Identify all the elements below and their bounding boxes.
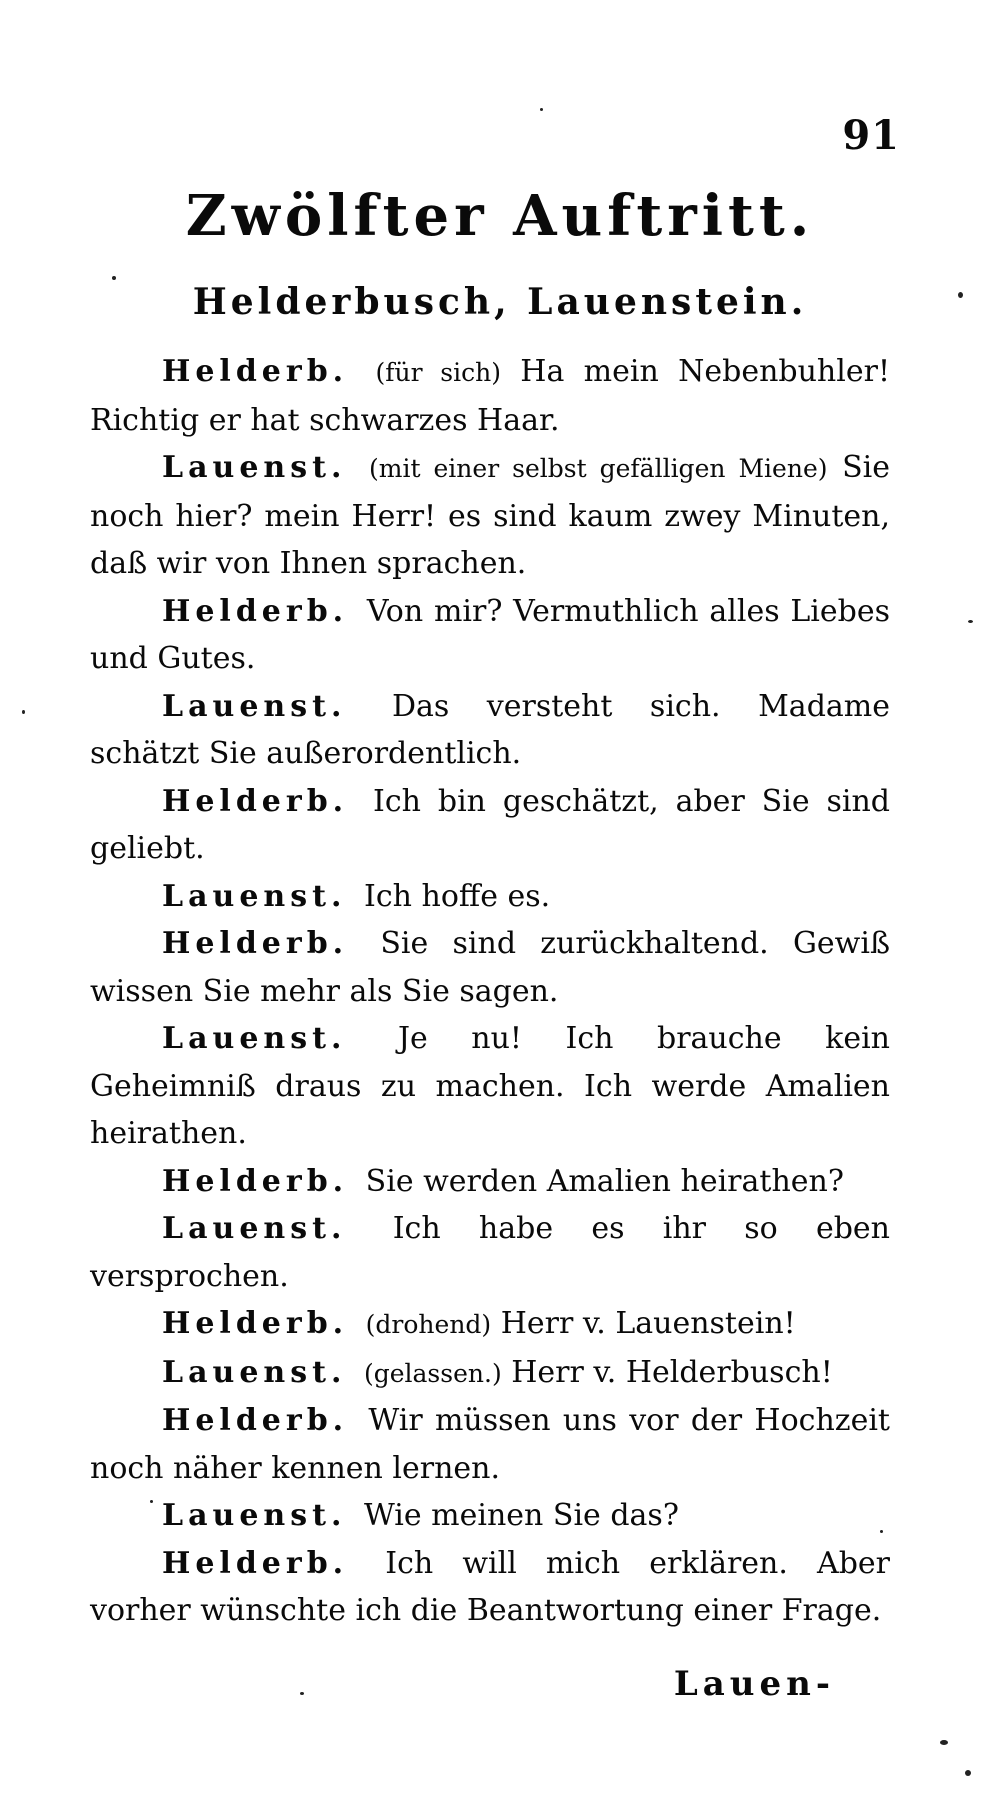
speaker-name: Helderb. bbox=[162, 1545, 349, 1581]
dialogue-paragraph bbox=[90, 1300, 890, 1349]
dialogue-paragraph bbox=[90, 1349, 890, 1398]
dialogue-text: Von mir? Vermuthlich alles Liebes und Gutes. bbox=[90, 593, 890, 676]
dialogue-paragraph bbox=[90, 683, 890, 778]
dialogue-text: Herr v. Lauenstein! bbox=[500, 1306, 796, 1341]
dialogue-paragraph bbox=[90, 1158, 890, 1206]
stage-direction: (für sich) bbox=[375, 358, 501, 387]
dialogue-paragraph bbox=[90, 1540, 890, 1635]
scene-characters: Helderbusch, Lauenstein. bbox=[192, 281, 808, 323]
stage-direction: (mit einer selbst gefälligen Miene) bbox=[369, 454, 828, 483]
scan-speck bbox=[965, 1770, 971, 1776]
dialogue-paragraph bbox=[90, 778, 890, 873]
dialogue-paragraph bbox=[90, 588, 890, 683]
dialogue-paragraph bbox=[90, 873, 890, 921]
dialogue-paragraph bbox=[90, 1205, 890, 1300]
speaker-name: Lauenst. bbox=[162, 878, 347, 914]
dialogue-text: Ha mein Nebenbuhler! Richtig er hat schwarzes Haar. bbox=[90, 354, 890, 438]
scan-speck bbox=[22, 710, 25, 714]
scan-speck bbox=[112, 276, 116, 280]
speaker-name: Helderb. bbox=[162, 926, 349, 961]
scan-speck bbox=[150, 1500, 153, 1503]
catchword: Lauen- bbox=[673, 1664, 835, 1704]
speaker-name: Lauenst. bbox=[162, 1021, 347, 1056]
dialogue-paragraph bbox=[90, 1492, 890, 1540]
speaker-name: Lauenst. bbox=[162, 450, 347, 485]
scene-heading: Zwölfter Auftritt. bbox=[185, 183, 815, 249]
page-number: 91 bbox=[842, 112, 900, 159]
dialogue-text: Wie meinen Sie das? bbox=[363, 1498, 679, 1533]
speaker-name: Helderb. bbox=[162, 354, 349, 389]
dialogue-text: Herr v. Helderbusch! bbox=[511, 1354, 833, 1390]
scan-speck bbox=[540, 108, 543, 111]
dialogue-text: Sie noch hier? mein Herr! es sind kaum zwey Minuten, daß wir von Ihnen sprachen. bbox=[90, 450, 890, 581]
speaker-name: Lauenst. bbox=[162, 688, 347, 724]
scan-speck bbox=[300, 1692, 304, 1695]
speaker-name: Helderb. bbox=[162, 1403, 349, 1438]
dialogue-text: Je nu! Ich brauche kein Geheimniß draus zu machen. Ich werde Amalien heirathen. bbox=[90, 1021, 890, 1151]
stage-direction: (drohend) bbox=[365, 1310, 492, 1339]
dialogue-text: Sie sind zurückhaltend. Gewiß wissen Sie mehr als Sie sagen. bbox=[90, 926, 890, 1009]
scan-speck bbox=[880, 1530, 883, 1533]
dialogue-text: Sie werden Amalien heirathen? bbox=[365, 1163, 844, 1199]
speaker-name: Helderb. bbox=[162, 593, 349, 629]
dialogue-text: Ich bin geschätzt, aber Sie sind geliebt. bbox=[90, 783, 890, 866]
speaker-name: Helderb. bbox=[162, 783, 349, 819]
stage-direction: (gelassen.) bbox=[363, 1358, 502, 1388]
dialogue-paragraph bbox=[90, 444, 890, 588]
dialogue-text: Ich hoffe es. bbox=[363, 878, 551, 914]
dialogue-text: Ich habe es ihr so eben versprochen. bbox=[90, 1211, 890, 1294]
scan-speck bbox=[940, 1740, 948, 1745]
dialogue-text: Das versteht sich. Madame schätzt Sie außerordentlich. bbox=[90, 688, 890, 771]
speaker-name: Helderb. bbox=[162, 1306, 349, 1341]
dialogue-paragraph bbox=[90, 1397, 890, 1492]
dialogue-text: Wir müssen uns vor der Hochzeit noch näher kennen lernen. bbox=[90, 1403, 890, 1486]
scan-speck bbox=[958, 292, 963, 298]
speaker-name: Lauenst. bbox=[162, 1354, 347, 1390]
speaker-name: Helderb. bbox=[162, 1163, 349, 1199]
speaker-name: Lauenst. bbox=[162, 1211, 347, 1246]
dialogue-body bbox=[90, 348, 890, 1635]
dialogue-paragraph bbox=[90, 920, 890, 1015]
dialogue-paragraph bbox=[90, 1015, 890, 1158]
dialogue-paragraph bbox=[90, 348, 890, 444]
dialogue-text: Ich will mich erklären. Aber vorher wünschte ich die Beantwortung einer Frage. bbox=[90, 1545, 890, 1628]
scan-speck bbox=[968, 620, 973, 623]
speaker-name: Lauenst. bbox=[162, 1498, 347, 1533]
